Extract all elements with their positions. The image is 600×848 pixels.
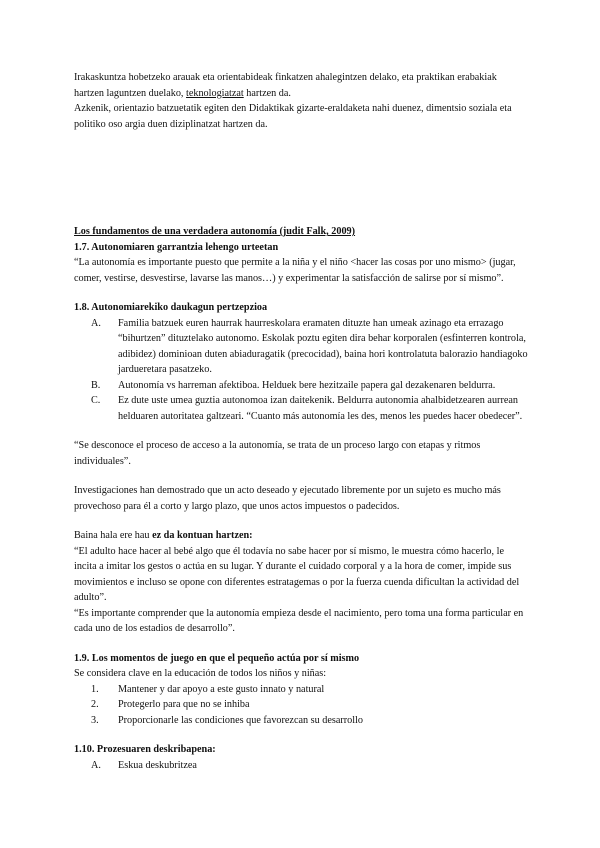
list-marker: C. bbox=[91, 395, 101, 406]
intro-paragraph-1 bbox=[74, 70, 529, 101]
list-item-text: Mantener y dar apoyo a este gusto innato y natural bbox=[118, 683, 325, 695]
list-marker: A. bbox=[91, 317, 101, 329]
heading-1-8: 1.8. Autonomiarekiko daukagun pertzepzioa bbox=[74, 302, 268, 313]
s19-intro: Se considera clave en la educación de todos los niños y niñas: bbox=[74, 668, 327, 679]
list-item bbox=[91, 378, 529, 394]
intro-paragraph-2: Azkenik, orientazio batzuetatik egiten den Didaktikak gizarte-eraldaketa nahi duenez, dimentsio soziala eta politiko oso argia duen diziplinatzat hartzen da. bbox=[74, 103, 512, 130]
list-item-text: Eskua deskubritzea bbox=[118, 759, 197, 771]
list-item-text: Familia batzuek euren haurrak haurreskolara eramaten dituzte han umeak azinago eta errazago “bihurtzen” dituztelako autonomo. Eskolak poztu egiten dira behar korporalen (esfinterren kontrola, adibidez) dominioan duten abiaduragatik (precocidad), baina hori kontrolatuta balorazio handiagoko jardueretara pasatzeko. bbox=[118, 317, 528, 375]
list-marker: B. bbox=[91, 379, 101, 391]
key-list bbox=[74, 682, 529, 729]
document-page bbox=[74, 70, 529, 773]
heading-1-7: 1.7. Autonomiaren garrantzia lehengo urteetan bbox=[74, 241, 279, 253]
list-item bbox=[91, 393, 529, 424]
list-item-text: Autonomía vs harreman afektiboa. Helduek bere hezitzaile papera gal dezakenaren beldurra. bbox=[118, 379, 496, 391]
list-item bbox=[91, 682, 529, 698]
heading-1-10: 1.10. Prozesuaren deskribapena: bbox=[74, 744, 216, 755]
technology-link[interactable]: teknologiatzat bbox=[186, 87, 244, 99]
list-item bbox=[91, 316, 529, 378]
perception-list bbox=[74, 316, 529, 425]
baina-line bbox=[74, 528, 529, 544]
list-item bbox=[91, 713, 529, 729]
baina-bold-text: ez da kontuan hartzen: bbox=[152, 530, 253, 541]
list-item-text: Protegerlo para que no se inhiba bbox=[118, 699, 250, 710]
quote-autonomy: “La autonomía es importante puesto que permite a la niña y el niño <hacer las cosas por uno mismo> (jugar, comer, vestirse, desvestirse, lavarse las manos…) y experimentar la satisfacción de salirse por sí mismo”. bbox=[74, 257, 516, 284]
list-marker: 1. bbox=[91, 683, 99, 695]
baina-text: Baina hala ere hau bbox=[74, 530, 153, 541]
intro-text: Irakaskuntza hobetzeko arauak eta orientabideak finkatzen ahalegintzen delako, eta praktikan erabakiak hartzen laguntzen duelako, bbox=[74, 72, 497, 99]
list-marker: 3. bbox=[91, 714, 99, 726]
list-marker: A. bbox=[91, 759, 101, 771]
quote-adult: “El adulto hace hacer al bebé algo que él todavía no sabe hacer por sí mismo, le muestra cómo hacerlo, le incita a imitar los gestos o actúa en su lugar. Y durante el cuidado corporal y a la hora de comer, impide sus movimientos e incluso se opone con diferentes estratagemas o por la fuerza cuenda dificultan la actividad del adulto”. bbox=[74, 545, 520, 603]
research-paragraph: Investigaciones han demostrado que un acto deseado y ejecutado libremente por un sujeto es mucho más provechoso para él a corto y largo plazo, que unos actos impuestos o padecidos. bbox=[74, 485, 501, 512]
quote-birth: “Es importante comprender que la autonomía empieza desde el nacimiento, pero toma una forma particular en cada uno de los estadios de desarrollo”. bbox=[74, 607, 524, 634]
list-marker: 2. bbox=[91, 699, 99, 710]
list-item-text: Ez dute uste umea guztia autonomoa izan daitekenik. Beldurra autonomia ahalbidetzearen aurrean helduaren autoritatea galtzeari. “Cuanto más autonomía les des, menos les puedes hacer obedecer”. bbox=[118, 395, 523, 422]
list-item bbox=[91, 758, 529, 774]
quote-process: “Se desconoce el proceso de acceso a la autonomía, se trata de un proceso largo con etapas y ritmos individuales”. bbox=[74, 440, 481, 467]
list-item-text: Proporcionarle las condiciones que favorezcan su desarrollo bbox=[118, 714, 363, 726]
list-item bbox=[91, 697, 529, 713]
intro-text-end: hartzen da. bbox=[243, 87, 291, 99]
heading-1-9: 1.9. Los momentos de juego en que el pequeño actúa por sí mismo bbox=[74, 652, 360, 664]
section-title: Los fundamentos de una verdadera autonomía (judit Falk, 2009) bbox=[74, 226, 356, 237]
process-list bbox=[74, 758, 529, 774]
